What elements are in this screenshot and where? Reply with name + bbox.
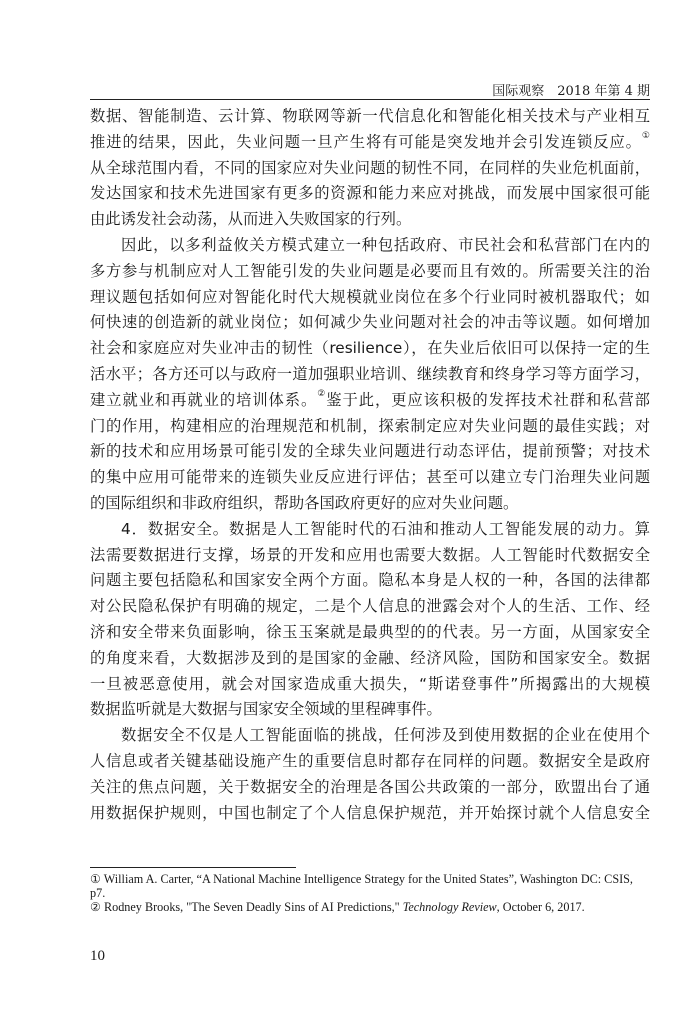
text-line: 社会和家庭应对失业冲击的韧性（resilience），在失业后依旧可以保持一定的生 (90, 339, 650, 358)
text-line: 4．数据安全。数据是人工智能时代的石油和推动人工智能发展的动力。算 (121, 519, 650, 538)
text-line: 门的作用，构建相应的治理规范和机制，探索制定应对失业问题的最佳实践；对 (90, 416, 650, 435)
text-line: 数据、智能制造、云计算、物联网等新一代信息化和智能化相关技术与产业相互 (90, 107, 650, 125)
footnote-text: William A. Carter, “A National Machine Intelligence Strategy for the United States”, Washington DC: CSIS, p7. (90, 872, 633, 900)
text-line: 问题主要包括隐私和国家安全两个方面。隐私本身是人权的一种，各国的法律都 (90, 571, 650, 590)
footnote-text: Rodney Brooks, "The Seven Deadly Sins of AI Predictions," (103, 900, 403, 914)
page-number: 10 (90, 948, 105, 964)
text-line: 何快速的创造新的就业岗位；如何减少失业问题对社会的冲击等议题。如何增加 (90, 313, 650, 332)
text-line: 法需要数据进行支撑，场景的开发和应用也需要大数据。人工智能时代数据安全 (90, 545, 650, 564)
text-line: 因此，以多利益攸关方模式建立一种包括政府、市民社会和私营部门在内的 (121, 235, 650, 254)
text-line: 发达国家和技术先进国家有更多的资源和能力来应对挑战，而发展中国家很可能 (90, 184, 650, 203)
text-line: 活水平；各方还可以与政府一道加强职业培训、继续教育和终身学习等方面学习， (90, 364, 650, 383)
text-line: 人信息或者关键基础设施产生的重要信息时都存在同样的问题。数据安全是政府 (90, 751, 650, 770)
text-line: 由此诱发社会动荡，从而进入失败国家的行列。 (90, 210, 412, 229)
running-head: 国际观察 2018 年第 4 期 (492, 84, 650, 99)
text-line: 推进的结果，因此，失业问题一旦产生将有可能是突发地并会引发连锁反应。① (90, 130, 650, 151)
footnote-mark: ① (90, 872, 101, 886)
text-line: 的集中应用可能带来的连锁失业反应进行评估；甚至可以建立专门治理失业问题 (90, 468, 650, 487)
text-line: 对公民隐私保护有明确的规定，二是个人信息的泄露会对个人的生活、工作、经 (90, 597, 650, 616)
text-line: 理议题包括如何应对智能化时代大规模就业岗位在多个行业同时被机器取代；如 (90, 287, 650, 306)
text-line: 新的技术和应用场景可能引发的全球失业问题进行动态评估，提前预警；对技术 (90, 442, 650, 461)
body-text (90, 104, 650, 826)
footnote-ref-2[interactable]: ② (317, 388, 327, 399)
header-rule (90, 99, 650, 100)
text-line: 建立就业和再就业的培训体系。②鉴于此，更应该积极的发挥技术社群和私营部 (90, 388, 650, 409)
footnote-mark: ② (90, 900, 101, 914)
footnote-ref-1[interactable]: ① (641, 130, 650, 141)
text-line: 从全球范围内看，不同的国家应对失业问题的韧性不同，在同样的失业危机面前， (90, 158, 650, 177)
footnote-rule (90, 867, 296, 868)
text-line: 济和安全带来负面影响，徐玉玉案就是最典型的的代表。另一方面，从国家安全 (90, 622, 650, 641)
text-line: 关注的焦点问题，关于数据安全的治理是各国公共政策的一部分，欧盟出台了通 (90, 777, 650, 796)
text-line: 一旦被恶意使用，就会对国家造成重大损失，“斯诺登事件”所揭露出的大规模 (90, 674, 650, 693)
text-line: 数据监听就是大数据与国家安全领域的里程碑事件。 (90, 700, 442, 719)
text-line: 多方参与机制应对人工智能引发的失业问题是必要而且有效的。所需要关注的治 (90, 261, 650, 280)
footnotes (90, 872, 650, 914)
footnote-1 (90, 872, 650, 900)
journal-title: Technology Review (402, 900, 497, 914)
text-line: 的国际组织和非政府组织，帮助各国政府更好的应对失业问题。 (90, 493, 519, 512)
text-line: 的角度来看，大数据涉及到的是国家的金融、经济风险，国防和国家安全。数据 (90, 648, 650, 667)
footnote-2 (90, 900, 650, 914)
footnote-text: , October 6, 2017. (496, 900, 585, 914)
text-line: 数据安全不仅是人工智能面临的挑战，任何涉及到使用数据的企业在使用个 (121, 726, 650, 745)
text-line: 用数据保护规则，中国也制定了个人信息保护规范，并开始探讨就个人信息安全 (90, 803, 650, 822)
